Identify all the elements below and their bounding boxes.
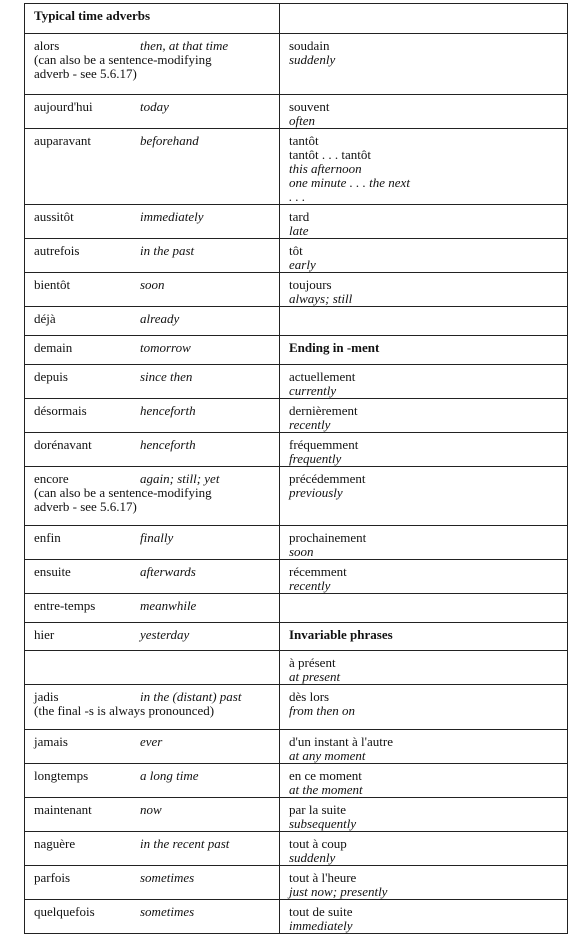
table-row xyxy=(25,239,568,273)
french-adverb: dorénavant xyxy=(34,437,92,452)
english-translation: currently xyxy=(289,383,337,398)
section-heading: Invariable phrases xyxy=(289,627,393,642)
english-translation: tomorrow xyxy=(140,340,191,355)
french-adverb: fréquemment xyxy=(289,437,359,452)
time-adverbs-table xyxy=(24,3,568,934)
french-adverb: toujours xyxy=(289,277,332,292)
english-translation: since then xyxy=(140,369,193,384)
table-row xyxy=(25,365,568,399)
english-translation: soon xyxy=(140,277,165,292)
right-cell xyxy=(280,560,568,594)
usage-note: (can also be a sentence-modifying adverb - see 5.6.17) xyxy=(34,52,212,81)
french-adverb: hier xyxy=(34,627,55,642)
left-cell xyxy=(25,399,280,433)
english-translation: often xyxy=(289,113,315,128)
right-cell xyxy=(280,205,568,239)
french-adverb: parfois xyxy=(34,870,71,885)
french-adverb: naguère xyxy=(34,836,76,851)
usage-note: (can also be a sentence-modifying adverb - see 5.6.17) xyxy=(34,485,212,514)
right-cell xyxy=(280,399,568,433)
english-translation: again; still; yet xyxy=(140,471,220,486)
french-adverb: aujourd'hui xyxy=(34,99,93,114)
french-adverb: jamais xyxy=(34,734,68,749)
english-translation: meanwhile xyxy=(140,598,197,613)
right-cell xyxy=(280,129,568,205)
left-cell xyxy=(25,900,280,934)
english-translation: already xyxy=(140,311,180,326)
english-translation: suddenly xyxy=(289,52,336,67)
french-adverb: par la suite xyxy=(289,802,347,817)
french-adverb: récemment xyxy=(289,564,347,579)
english-translation: in the past xyxy=(140,243,195,258)
table-row xyxy=(25,685,568,730)
french-adverb: soudain xyxy=(289,38,330,53)
french-adverb: entre-temps xyxy=(34,598,96,613)
english-translation: sometimes xyxy=(140,870,195,885)
right-cell xyxy=(280,623,568,651)
english-translation: sometimes xyxy=(140,904,195,919)
french-adverb: autrefois xyxy=(34,243,80,258)
table-row xyxy=(25,798,568,832)
french-adverb: quelquefois xyxy=(34,904,95,919)
french-adverb: maintenant xyxy=(34,802,92,817)
table-row xyxy=(25,623,568,651)
french-adverb: déjà xyxy=(34,311,56,326)
left-cell xyxy=(25,526,280,560)
right-cell xyxy=(280,651,568,685)
table-row xyxy=(25,526,568,560)
english-translation: recently xyxy=(289,417,331,432)
table-row xyxy=(25,399,568,433)
table-row xyxy=(25,467,568,526)
right-cell xyxy=(280,526,568,560)
left-cell xyxy=(25,34,280,95)
right-cell xyxy=(280,433,568,467)
usage-note: (the final -s is always pronounced) xyxy=(34,703,215,718)
right-cell xyxy=(280,866,568,900)
french-adverb: tôt xyxy=(289,243,303,258)
english-translation: subsequently xyxy=(289,816,357,831)
french-adverb: tout à coup xyxy=(289,836,347,851)
table-row xyxy=(25,34,568,95)
right-cell xyxy=(280,307,568,336)
english-translation: today xyxy=(140,99,169,114)
english-translation: henceforth xyxy=(140,437,196,452)
right-cell xyxy=(280,900,568,934)
french-adverb: alors xyxy=(34,38,60,53)
french-adverb: à présent xyxy=(289,655,336,670)
english-translation: previously xyxy=(289,485,343,500)
french-adverb: encore xyxy=(34,471,69,486)
english-translation: henceforth xyxy=(140,403,196,418)
english-translation: late xyxy=(289,223,309,238)
left-cell xyxy=(25,623,280,651)
table-row xyxy=(25,900,568,934)
left-cell xyxy=(25,685,280,730)
right-cell xyxy=(280,365,568,399)
left-cell xyxy=(25,730,280,764)
french-adverb: désormais xyxy=(34,403,87,418)
right-cell xyxy=(280,764,568,798)
english-translation: a long time xyxy=(140,768,199,783)
table-row xyxy=(25,764,568,798)
table-row xyxy=(25,95,568,129)
right-cell xyxy=(280,594,568,623)
english-translation: this afternoon one minute . . . the next . . . xyxy=(289,161,410,204)
table-row xyxy=(25,307,568,336)
french-adverb: ensuite xyxy=(34,564,71,579)
french-adverb: en ce moment xyxy=(289,768,362,783)
french-adverb: tantôt tantôt . . . tantôt xyxy=(289,133,371,162)
left-cell xyxy=(25,336,280,365)
english-translation: in the recent past xyxy=(140,836,230,851)
right-cell xyxy=(280,798,568,832)
left-cell xyxy=(25,651,280,685)
table-row xyxy=(25,651,568,685)
left-cell xyxy=(25,4,280,34)
french-adverb: enfin xyxy=(34,530,61,545)
table-row xyxy=(25,4,568,34)
french-adverb: jadis xyxy=(34,689,59,704)
right-cell xyxy=(280,95,568,129)
french-adverb: tout de suite xyxy=(289,904,353,919)
english-translation: now xyxy=(140,802,162,817)
french-adverb: bientôt xyxy=(34,277,71,292)
french-adverb: longtemps xyxy=(34,768,89,783)
right-cell xyxy=(280,4,568,34)
left-cell xyxy=(25,239,280,273)
english-translation: afterwards xyxy=(140,564,196,579)
french-adverb: dernièrement xyxy=(289,403,358,418)
left-cell xyxy=(25,205,280,239)
english-translation: finally xyxy=(140,530,174,545)
english-translation: always; still xyxy=(289,291,353,306)
english-translation: frequently xyxy=(289,451,342,466)
right-cell xyxy=(280,467,568,526)
french-adverb: depuis xyxy=(34,369,68,384)
english-translation: early xyxy=(289,257,316,272)
french-adverb: aussitôt xyxy=(34,209,74,224)
left-cell xyxy=(25,467,280,526)
left-cell xyxy=(25,307,280,336)
right-cell xyxy=(280,685,568,730)
left-cell xyxy=(25,129,280,205)
english-translation: ever xyxy=(140,734,163,749)
english-translation: suddenly xyxy=(289,850,336,865)
left-cell xyxy=(25,764,280,798)
english-translation: at the moment xyxy=(289,782,363,797)
left-cell xyxy=(25,273,280,307)
french-adverb: d'un instant à l'autre xyxy=(289,734,393,749)
right-cell xyxy=(280,239,568,273)
table-body xyxy=(25,4,568,934)
left-cell xyxy=(25,866,280,900)
table-row xyxy=(25,433,568,467)
right-cell xyxy=(280,34,568,95)
english-translation: immediately xyxy=(289,918,353,933)
right-cell xyxy=(280,336,568,365)
section-heading: Ending in -ment xyxy=(289,340,380,355)
french-adverb: tard xyxy=(289,209,310,224)
english-translation: at present xyxy=(289,669,341,684)
section-heading: Typical time adverbs xyxy=(34,8,151,23)
english-translation: in the (distant) past xyxy=(140,689,242,704)
french-adverb: prochainement xyxy=(289,530,367,545)
table-row xyxy=(25,205,568,239)
right-cell xyxy=(280,730,568,764)
table-row xyxy=(25,129,568,205)
french-adverb: tout à l'heure xyxy=(289,870,357,885)
table-row xyxy=(25,730,568,764)
english-translation: immediately xyxy=(140,209,204,224)
english-translation: soon xyxy=(289,544,314,559)
left-cell xyxy=(25,95,280,129)
left-cell xyxy=(25,433,280,467)
english-translation: yesterday xyxy=(140,627,190,642)
english-translation: then, at that time xyxy=(140,38,229,53)
english-translation: from then on xyxy=(289,703,355,718)
table-row xyxy=(25,273,568,307)
french-adverb: dès lors xyxy=(289,689,330,704)
left-cell xyxy=(25,560,280,594)
french-adverb: auparavant xyxy=(34,133,92,148)
right-cell xyxy=(280,273,568,307)
left-cell xyxy=(25,594,280,623)
table-row xyxy=(25,594,568,623)
english-translation: recently xyxy=(289,578,331,593)
french-adverb: demain xyxy=(34,340,73,355)
english-translation: just now; presently xyxy=(289,884,388,899)
french-adverb: souvent xyxy=(289,99,330,114)
english-translation: at any moment xyxy=(289,748,366,763)
left-cell xyxy=(25,798,280,832)
french-adverb: précédemment xyxy=(289,471,366,486)
table-row xyxy=(25,560,568,594)
french-adverb: actuellement xyxy=(289,369,356,384)
left-cell xyxy=(25,365,280,399)
english-translation: beforehand xyxy=(140,133,199,148)
table-row xyxy=(25,336,568,365)
table-row xyxy=(25,866,568,900)
